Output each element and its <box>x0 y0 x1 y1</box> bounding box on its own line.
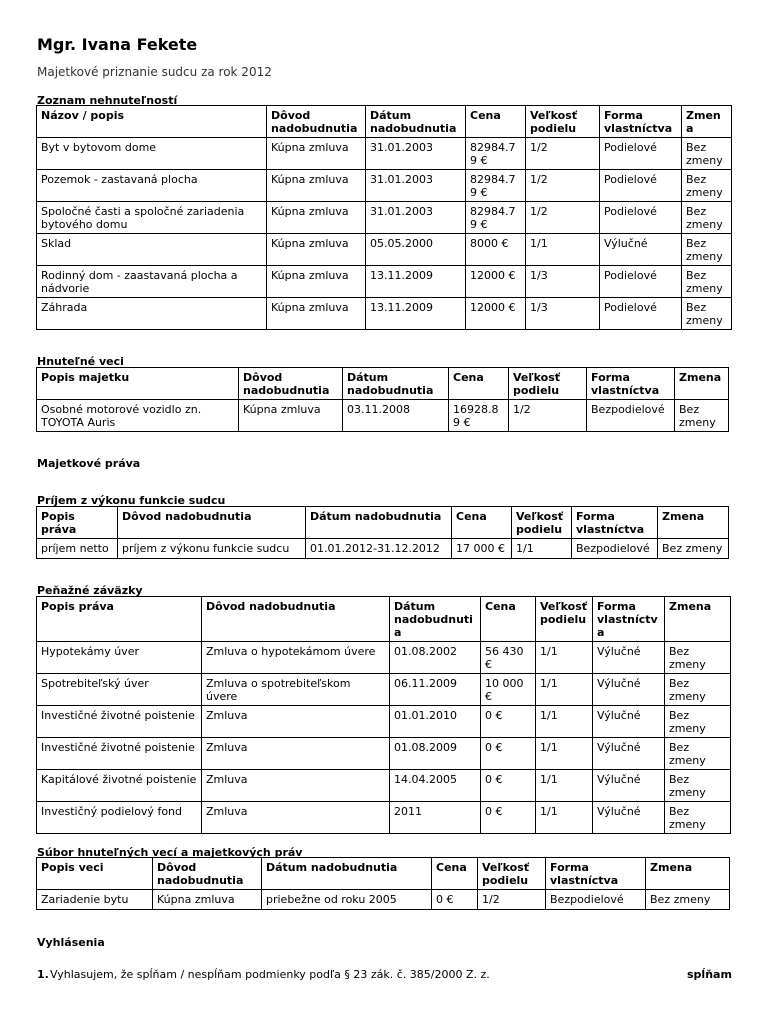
section-title-declarations: Vyhlásenia <box>37 936 105 949</box>
table-cell: priebežne od roku 2005 <box>262 890 432 910</box>
table-cell: Rodinný dom - zaastavaná plocha a nádvorie <box>37 266 267 298</box>
declaration-status: spĺňam <box>687 968 732 981</box>
income-table <box>36 506 729 559</box>
table-cell: 1/1 <box>536 706 593 738</box>
table-cell: Bezpodielové <box>572 539 658 559</box>
table-cell: Zariadenie bytu <box>37 890 153 910</box>
table-row <box>37 202 732 234</box>
table-cell: Bez zmeny <box>675 400 729 432</box>
section-title-property-rights: Majetkové práva <box>37 457 141 470</box>
table-cell: Bez zmeny <box>682 298 732 330</box>
table-row <box>37 266 732 298</box>
table-cell: Kúpna zmluva <box>267 234 366 266</box>
table-cell: Bez zmeny <box>665 802 731 834</box>
column-header: Dôvod nadobudnutia <box>153 858 262 890</box>
table-header-row <box>37 597 731 642</box>
table-cell: Investičné životné poistenie <box>37 738 202 770</box>
table-cell: 8000 € <box>466 234 526 266</box>
column-header: Cena <box>449 368 509 400</box>
column-header: Forma vlastníctva <box>587 368 675 400</box>
table-cell: Bez zmeny <box>682 138 732 170</box>
table-cell: 1/2 <box>509 400 587 432</box>
declaration-text: Vyhlasujem, že spĺňam / nespĺňam podmienky podľa § 23 zák. č. 385/2000 Z. z. <box>50 968 490 981</box>
column-header: Veľkosť podielu <box>512 507 572 539</box>
table-cell: Výlučné <box>593 674 665 706</box>
table-cell: Bezpodielové <box>546 890 646 910</box>
section-title-income: Príjem z výkonu funkcie sudcu <box>37 494 226 507</box>
table-cell: 0 € <box>481 802 536 834</box>
table-cell: 13.11.2009 <box>366 298 466 330</box>
table-cell: Byt v bytovom dome <box>37 138 267 170</box>
table-header-row <box>37 106 732 138</box>
table-cell: Kúpna zmluva <box>267 202 366 234</box>
table-cell: Podielové <box>600 298 682 330</box>
column-header: Veľkosť podielu <box>536 597 593 642</box>
table-cell: Zmluva <box>202 706 390 738</box>
table-row <box>37 234 732 266</box>
table-cell: Zmluva o hypotekámom úvere <box>202 642 390 674</box>
table-row <box>37 642 731 674</box>
table-cell: 1/2 <box>526 138 600 170</box>
table-row <box>37 298 732 330</box>
table-cell: 82984.79 € <box>466 202 526 234</box>
movables-table <box>36 367 729 432</box>
table-cell: Pozemok - zastavaná plocha <box>37 170 267 202</box>
table-cell: príjem netto <box>37 539 118 559</box>
table-cell: Sklad <box>37 234 267 266</box>
table-cell: Zmluva o spotrebiteľskom úvere <box>202 674 390 706</box>
declaration-number: 1. <box>37 968 49 981</box>
table-row <box>37 738 731 770</box>
liabilities-table <box>36 596 731 834</box>
table-cell: 01.01.2010 <box>390 706 481 738</box>
table-cell: 56 430 € <box>481 642 536 674</box>
table-cell: 13.11.2009 <box>366 266 466 298</box>
column-header: Veľkosť podielu <box>509 368 587 400</box>
column-header: Cena <box>466 106 526 138</box>
table-cell: 01.01.2012-31.12.2012 <box>306 539 452 559</box>
table-cell: 06.11.2009 <box>390 674 481 706</box>
column-header: Dátum nadobudnutia <box>343 368 449 400</box>
table-cell: 12000 € <box>466 298 526 330</box>
table-cell: Investičné životné poistenie <box>37 706 202 738</box>
column-header: Zmena <box>682 106 732 138</box>
table-cell: príjem z výkonu funkcie sudcu <box>118 539 306 559</box>
table-cell: 10 000 € <box>481 674 536 706</box>
table-cell: Bezpodielové <box>587 400 675 432</box>
table-cell: Výlučné <box>600 234 682 266</box>
section-title-liabilities: Peňažné záväzky <box>37 584 143 597</box>
table-row <box>37 539 729 559</box>
column-header: Cena <box>481 597 536 642</box>
column-header: Názov / popis <box>37 106 267 138</box>
table-cell: 82984.79 € <box>466 170 526 202</box>
table-cell: Bez zmeny <box>665 706 731 738</box>
table-row <box>37 706 731 738</box>
table-row <box>37 770 731 802</box>
column-header: Dátum nadobudnutia <box>262 858 432 890</box>
table-cell: 2011 <box>390 802 481 834</box>
table-cell: 1/1 <box>536 642 593 674</box>
table-cell: Zmluva <box>202 770 390 802</box>
table-cell: Výlučné <box>593 642 665 674</box>
column-header: Dôvod nadobudnutia <box>202 597 390 642</box>
column-header: Cena <box>432 858 478 890</box>
table-cell: 14.04.2005 <box>390 770 481 802</box>
table-cell: 05.05.2000 <box>366 234 466 266</box>
table-cell: Hypotekámy úver <box>37 642 202 674</box>
column-header: Dátum nadobudnutia <box>306 507 452 539</box>
table-cell: Záhrada <box>37 298 267 330</box>
table-cell: Bez zmeny <box>665 770 731 802</box>
table-cell: Bez zmeny <box>665 738 731 770</box>
table-cell: 16928.89 € <box>449 400 509 432</box>
table-header-row <box>37 858 730 890</box>
real-estate-table <box>36 105 732 330</box>
table-cell: Bez zmeny <box>665 674 731 706</box>
table-cell: Výlučné <box>593 706 665 738</box>
table-cell: 01.08.2002 <box>390 642 481 674</box>
table-cell: 31.01.2003 <box>366 170 466 202</box>
table-cell: 0 € <box>481 738 536 770</box>
column-header: Dôvod nadobudnutia <box>118 507 306 539</box>
table-cell: 1/1 <box>536 738 593 770</box>
column-header: Dôvod nadobudnutia <box>239 368 343 400</box>
column-header: Forma vlastníctva <box>593 597 665 642</box>
table-cell: Kúpna zmluva <box>267 298 366 330</box>
table-cell: Výlučné <box>593 802 665 834</box>
section-title-real-estate: Zoznam nehnuteľností <box>37 94 178 107</box>
column-header: Forma vlastníctva <box>600 106 682 138</box>
column-header: Popis práva <box>37 507 118 539</box>
document-subtitle: Majetkové priznanie sudcu za rok 2012 <box>37 65 272 79</box>
table-cell: Podielové <box>600 266 682 298</box>
table-cell: 1/1 <box>536 770 593 802</box>
table-cell: Bez zmeny <box>682 170 732 202</box>
table-cell: 1/1 <box>536 674 593 706</box>
table-cell: Kapitálové životné poistenie <box>37 770 202 802</box>
column-header: Veľkosť podielu <box>526 106 600 138</box>
column-header: Zmena <box>675 368 729 400</box>
section-title-collections: Súbor hnuteľných vecí a majetkových práv <box>37 846 303 859</box>
table-cell: 82984.79 € <box>466 138 526 170</box>
table-cell: Bez zmeny <box>658 539 729 559</box>
table-cell: 1/2 <box>478 890 546 910</box>
table-cell: 03.11.2008 <box>343 400 449 432</box>
column-header: Dátum nadobudnutia <box>390 597 481 642</box>
table-cell: Výlučné <box>593 770 665 802</box>
table-cell: Podielové <box>600 170 682 202</box>
section-title-movables: Hnuteľné veci <box>37 355 124 368</box>
table-cell: Bez zmeny <box>646 890 730 910</box>
table-row <box>37 674 731 706</box>
table-cell: Spotrebiteľský úver <box>37 674 202 706</box>
column-header: Popis veci <box>37 858 153 890</box>
column-header: Zmena <box>646 858 730 890</box>
table-cell: Podielové <box>600 138 682 170</box>
table-cell: Výlučné <box>593 738 665 770</box>
table-cell: 17 000 € <box>452 539 512 559</box>
table-cell: 1/2 <box>526 170 600 202</box>
table-row <box>37 802 731 834</box>
table-cell: Kúpna zmluva <box>239 400 343 432</box>
column-header: Forma vlastníctva <box>572 507 658 539</box>
table-cell: 1/3 <box>526 266 600 298</box>
table-cell: Kúpna zmluva <box>153 890 262 910</box>
table-row <box>37 890 730 910</box>
table-cell: Podielové <box>600 202 682 234</box>
table-cell: 0 € <box>432 890 478 910</box>
table-cell: Kúpna zmluva <box>267 170 366 202</box>
table-cell: 01.08.2009 <box>390 738 481 770</box>
column-header: Dôvod nadobudnutia <box>267 106 366 138</box>
person-name: Mgr. Ivana Fekete <box>37 35 198 54</box>
table-cell: 12000 € <box>466 266 526 298</box>
table-cell: Investičný podielový fond <box>37 802 202 834</box>
table-row <box>37 138 732 170</box>
table-row <box>37 400 729 432</box>
table-header-row <box>37 507 729 539</box>
column-header: Zmena <box>658 507 729 539</box>
table-cell: Bez zmeny <box>665 642 731 674</box>
table-cell: 1/2 <box>526 202 600 234</box>
table-header-row <box>37 368 729 400</box>
table-cell: Spoločné časti a spoločné zariadenia bytového domu <box>37 202 267 234</box>
table-cell: 0 € <box>481 706 536 738</box>
table-cell: Bez zmeny <box>682 202 732 234</box>
column-header: Cena <box>452 507 512 539</box>
collections-table <box>36 857 730 910</box>
table-cell: 1/1 <box>512 539 572 559</box>
table-cell: Kúpna zmluva <box>267 266 366 298</box>
table-cell: 1/1 <box>526 234 600 266</box>
table-cell: Kúpna zmluva <box>267 138 366 170</box>
table-cell: 31.01.2003 <box>366 138 466 170</box>
table-cell: Bez zmeny <box>682 266 732 298</box>
table-cell: 0 € <box>481 770 536 802</box>
table-cell: Zmluva <box>202 802 390 834</box>
table-cell: Bez zmeny <box>682 234 732 266</box>
table-row <box>37 170 732 202</box>
column-header: Dátum nadobudnutia <box>366 106 466 138</box>
table-cell: Osobné motorové vozidlo zn. TOYOTA Auris <box>37 400 239 432</box>
table-cell: 31.01.2003 <box>366 202 466 234</box>
column-header: Veľkosť podielu <box>478 858 546 890</box>
column-header: Popis práva <box>37 597 202 642</box>
table-cell: 1/1 <box>536 802 593 834</box>
table-cell: Zmluva <box>202 738 390 770</box>
column-header: Zmena <box>665 597 731 642</box>
table-cell: 1/3 <box>526 298 600 330</box>
column-header: Popis majetku <box>37 368 239 400</box>
column-header: Forma vlastníctva <box>546 858 646 890</box>
